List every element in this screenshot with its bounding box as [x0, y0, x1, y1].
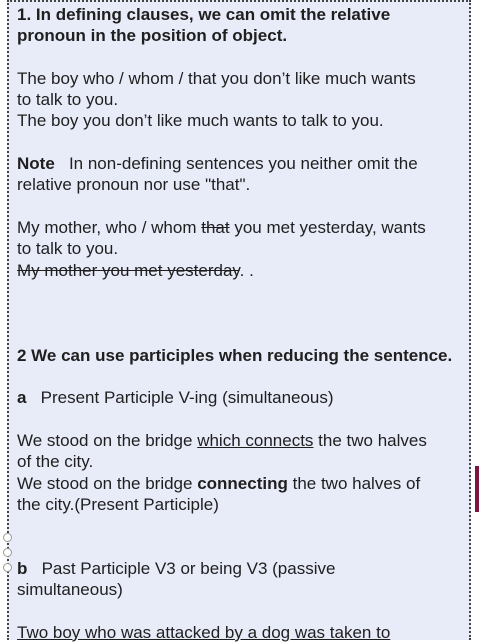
text-run: the two halves of [287, 473, 421, 493]
binder-ring-icon [3, 563, 12, 572]
text-run: We stood on the bridge [17, 430, 198, 450]
example-2 [17, 217, 467, 281]
note-label: Note [17, 154, 55, 174]
side-tab[interactable] [475, 466, 479, 512]
item-a [17, 387, 467, 408]
text-line: to talk to you. [17, 239, 119, 259]
text-run: you met yesterday, wants [229, 217, 426, 237]
note-paragraph [17, 153, 467, 196]
text-line: relative pronoun nor use "that". [17, 175, 251, 195]
text-run: the two halves [313, 430, 427, 450]
document-body [17, 4, 467, 643]
underlined-text: which connects [197, 430, 314, 450]
text-run: Present Participle V-ing (simultaneous) [40, 388, 334, 408]
text-line: to talk to you. [17, 90, 119, 110]
example-1 [17, 68, 467, 132]
binder-ring-icon [3, 533, 12, 542]
struck-text: that [201, 217, 230, 237]
text-run: Past Participle V3 or being V3 (passive [41, 558, 336, 578]
text-line: the city.(Present Participle) [17, 494, 219, 514]
section-2-heading: 2 We can use participles when reducing the sentence. [17, 345, 453, 365]
item-b [17, 558, 467, 601]
bold-text: connecting [197, 473, 288, 493]
heading-line: 1. In defining clauses, we can omit the relative [17, 5, 391, 24]
text-line: The boy who / whom / that you don’t like much wants [17, 68, 416, 88]
heading-line: pronoun in the position of object. [17, 26, 288, 46]
text-line: of the city. [17, 452, 94, 472]
section-1-heading [17, 4, 467, 47]
item-label: a [17, 388, 27, 408]
page-top-border [7, 0, 471, 2]
struck-text: My mother you met yesterday [17, 260, 240, 280]
text-run: My mother, who / whom [17, 217, 202, 237]
text-run: . . [239, 260, 254, 280]
item-label: b [17, 558, 28, 578]
text-line: Two boy who was attacked by a dog was taken to [17, 622, 391, 642]
text-line: In non-defining sentences you neither omit the [68, 154, 418, 174]
text-run: We stood on the bridge [17, 473, 198, 493]
text-line: simultaneous) [17, 580, 123, 600]
example-3 [17, 430, 467, 515]
text-line: The boy you don’t like much wants to talk to you. [17, 111, 384, 131]
binder-ring-icon [3, 548, 12, 557]
